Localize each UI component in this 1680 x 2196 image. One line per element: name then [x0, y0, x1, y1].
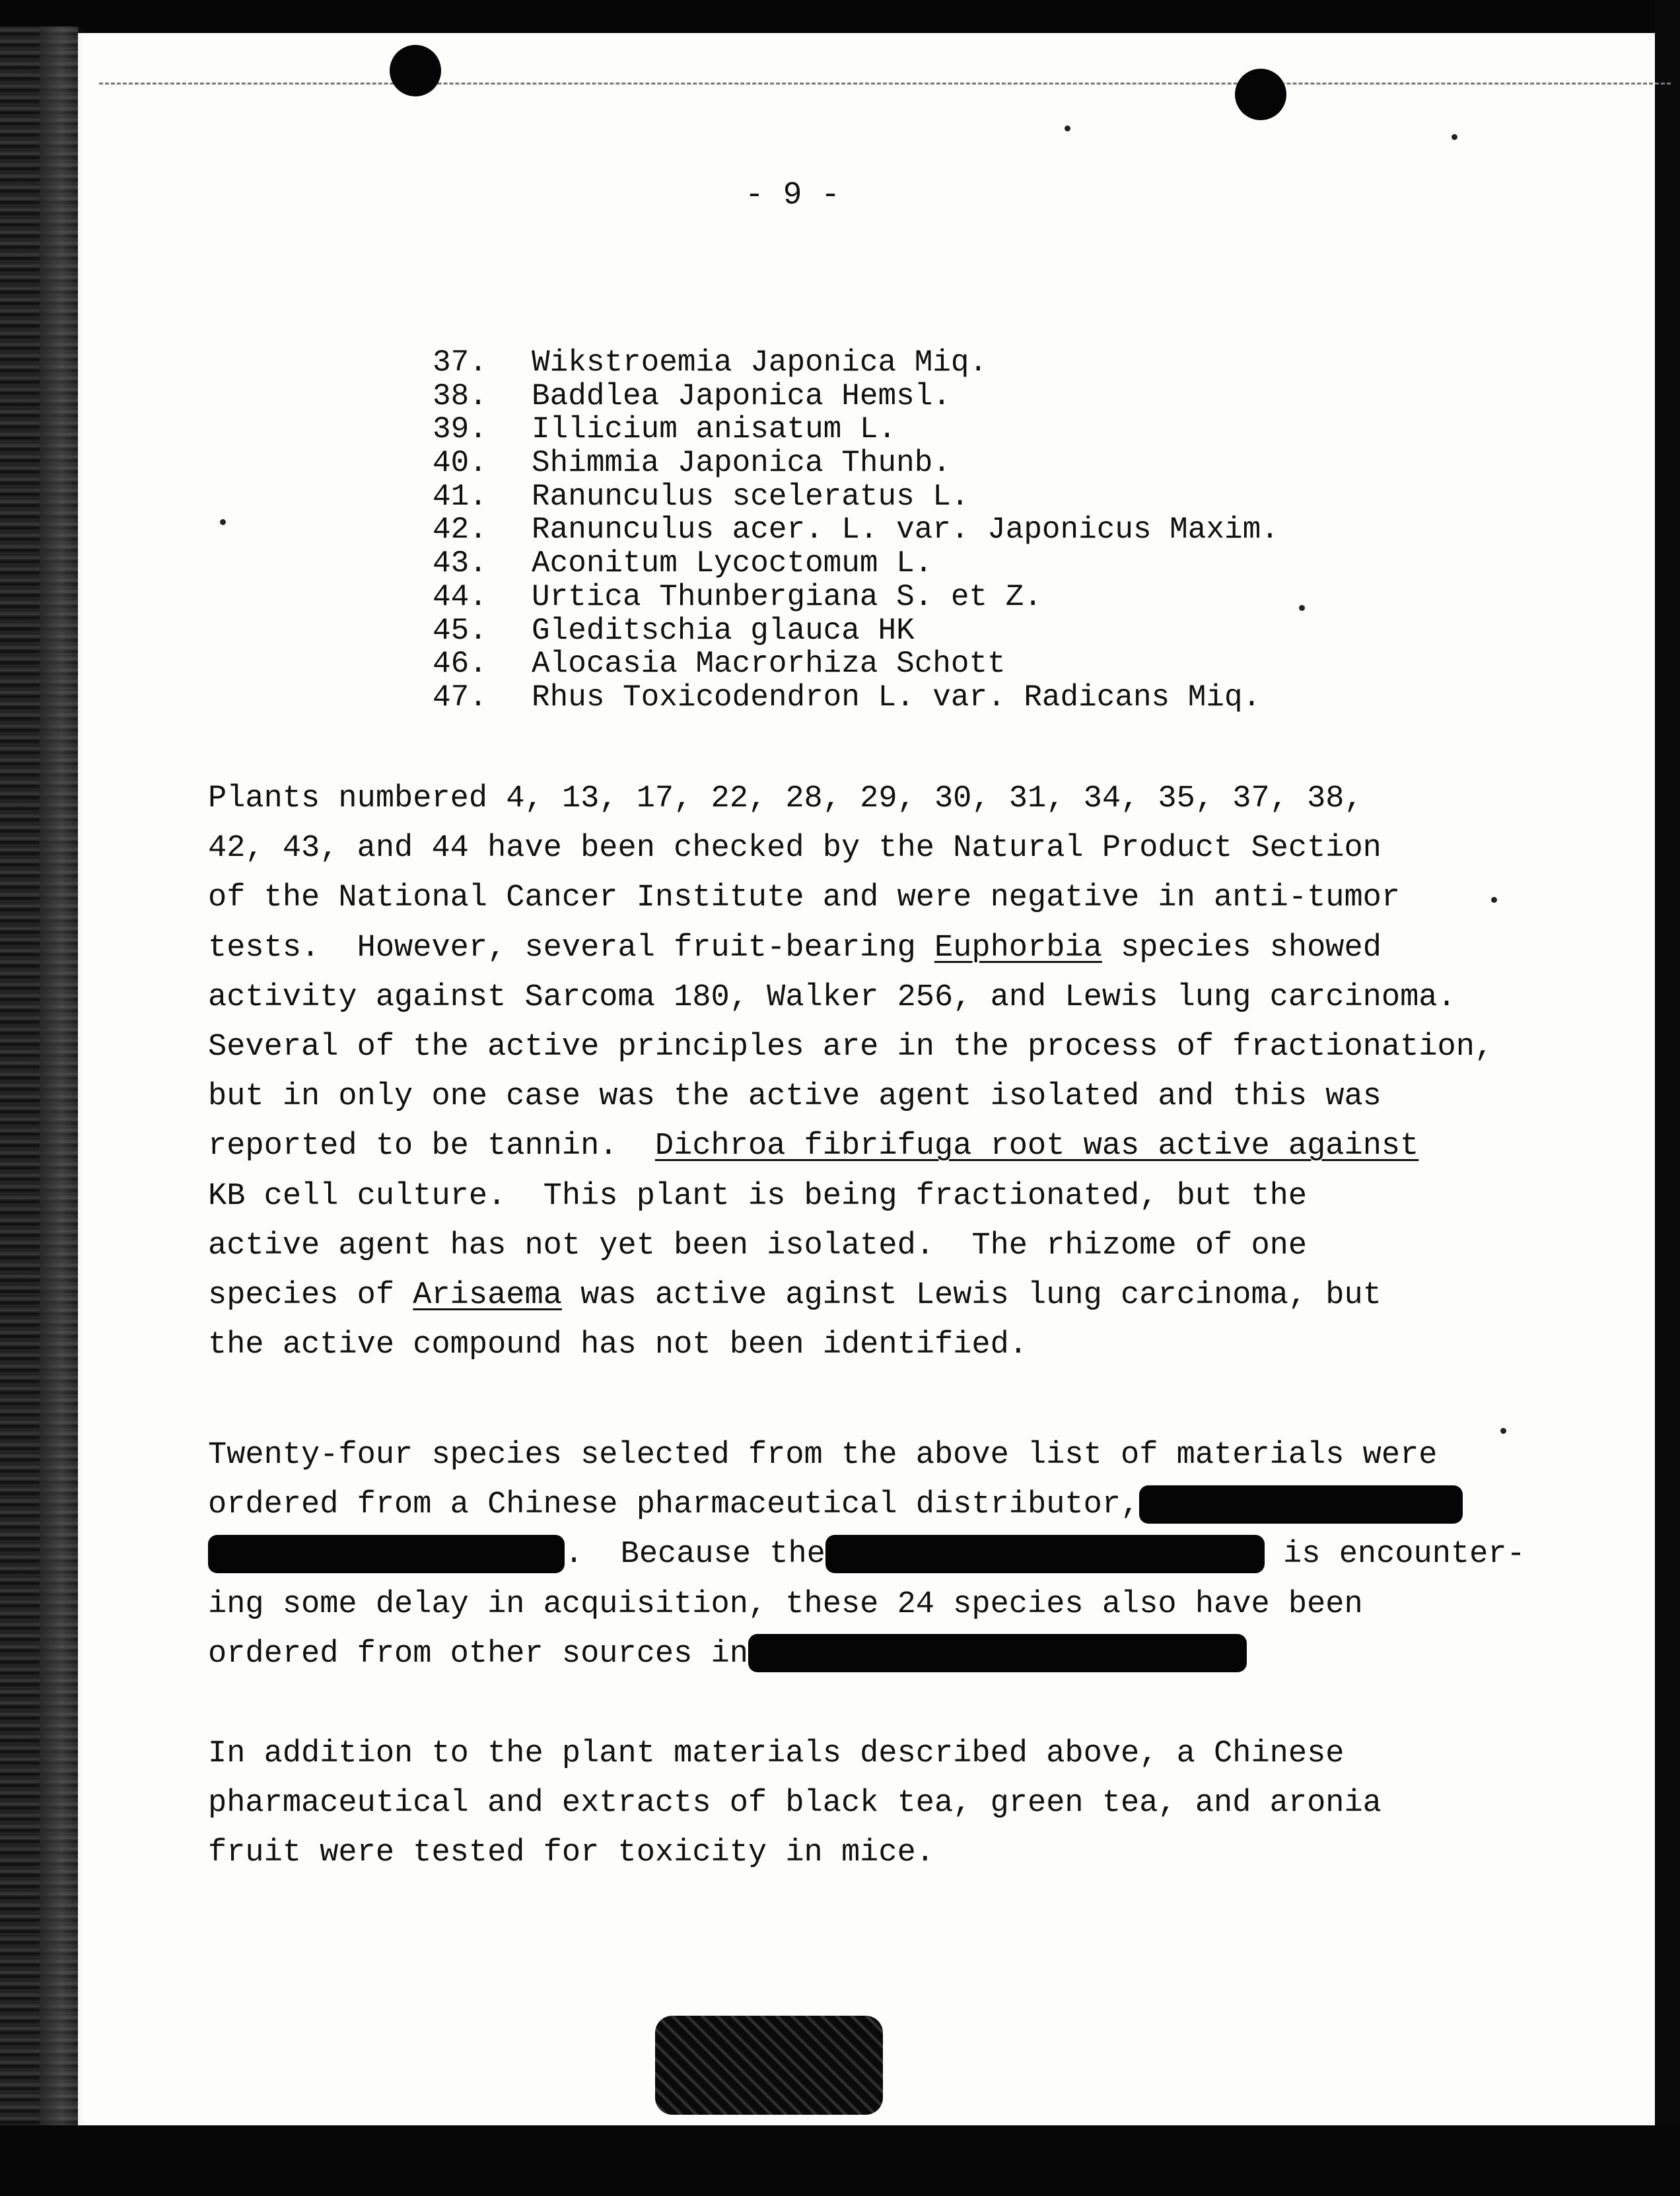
list-item	[433, 647, 1279, 681]
text-line: tests. However, several fruit-bearing	[208, 930, 934, 966]
list-item-name: Ranunculus acer. L. var. Japonicus Maxim.	[532, 513, 1279, 548]
list-item-number: 40.	[433, 446, 487, 481]
list-item-number: 42.	[433, 513, 487, 548]
scan-speck	[220, 519, 226, 525]
list-item-number: 41.	[433, 479, 487, 514]
scan-border-bottom	[0, 2125, 1680, 2196]
scan-border-left-shadow	[40, 26, 83, 2196]
text-line: Twenty-four species selected from the above list of materials were	[208, 1438, 1438, 1473]
underlined-genus-euphorbia: Euphorbia	[934, 930, 1102, 966]
list-item-name: Rhus Toxicodendron L. var. Radicans Miq.	[532, 680, 1261, 715]
list-item	[433, 413, 1279, 446]
scan-speck	[1065, 125, 1070, 131]
plant-list	[433, 346, 1279, 715]
paragraph-toxicity-tests	[208, 1729, 1628, 1878]
redaction-block	[825, 1535, 1265, 1573]
list-item	[433, 581, 1279, 614]
text-line: . Because the	[565, 1537, 825, 1573]
list-item-name: Baddlea Japonica Hemsl.	[532, 378, 951, 413]
text-line: was active aginst Lewis lung carcinoma, but	[561, 1278, 1382, 1314]
text-line: is encounter-	[1264, 1537, 1525, 1573]
text-line: species showed	[1102, 930, 1382, 966]
list-item-number: 39.	[433, 412, 487, 447]
list-item-name: Urtica Thunbergiana S. et Z.	[532, 579, 1042, 614]
list-item-name: Alocasia Macrorhiza Schott	[532, 647, 1006, 682]
paragraph-screening-results	[208, 774, 1628, 1370]
text-line: fruit were tested for toxicity in mice.	[208, 1835, 934, 1871]
list-item	[433, 380, 1279, 413]
list-item	[433, 513, 1279, 547]
binder-dashed-line	[99, 83, 1671, 85]
redaction-block	[1139, 1485, 1463, 1524]
list-item-name: Ranunculus sceleratus L.	[532, 479, 969, 514]
list-item-number: 45.	[433, 613, 487, 648]
punch-hole-right	[1235, 69, 1286, 120]
list-item	[433, 614, 1279, 648]
list-item-name: Wikstroemia Japonica Miq.	[532, 345, 988, 380]
list-item	[433, 480, 1279, 514]
scan-speck	[1452, 134, 1457, 140]
punch-hole-left	[390, 45, 441, 96]
list-item-number: 44.	[433, 579, 487, 614]
text-line: ing some delay in acquisition, these 24 species also have been	[208, 1586, 1363, 1622]
list-item	[433, 446, 1279, 480]
list-item-number: 46.	[433, 647, 487, 682]
underlined-genus-arisaema: Arisaema	[413, 1278, 562, 1314]
text-line: activity against Sarcoma 180, Walker 256, and Lewis lung carcinoma.	[208, 979, 1456, 1015]
list-item-name: Aconitum Lycoctomum L.	[532, 546, 933, 581]
redaction-block	[748, 1634, 1247, 1672]
text-line: active agent has not yet been isolated. The rhizome of one	[208, 1228, 1308, 1263]
paragraph-orders	[208, 1431, 1628, 1679]
underlined-dichroa-phrase: Dichroa fibrifuga root was active against	[654, 1129, 1419, 1164]
redacted-stamp	[655, 2016, 883, 2115]
text-line: Several of the active principles are in the process of fractionation,	[208, 1030, 1494, 1065]
page-number: - 9 -	[744, 178, 841, 213]
list-item-number: 43.	[433, 546, 487, 581]
text-line: KB cell culture. This plant is being fractionated, but the	[208, 1178, 1308, 1214]
text-line: In addition to the plant materials described above, a Chinese	[208, 1736, 1345, 1771]
text-line: ordered from a Chinese pharmaceutical distributor,	[208, 1487, 1140, 1523]
text-line: 42, 43, and 44 have been checked by the Natural Product Section	[208, 831, 1382, 867]
text-line: the active compound has not been identified.	[208, 1328, 1028, 1363]
text-line: species of	[208, 1278, 413, 1314]
list-item-number: 37.	[433, 345, 487, 380]
text-line: ordered from other sources in	[208, 1636, 748, 1672]
list-item	[433, 346, 1279, 380]
text-line: pharmaceutical and extracts of black tea, green tea, and aronia	[208, 1786, 1382, 1822]
scan-border-right	[1655, 0, 1680, 2196]
redaction-block	[208, 1535, 565, 1573]
text-line: Plants numbered 4, 13, 17, 22, 28, 29, 30, 31, 34, 35, 37, 38,	[208, 781, 1363, 816]
list-item-number: 47.	[433, 680, 487, 715]
list-item	[433, 681, 1279, 715]
text-line: reported to be tannin.	[208, 1129, 655, 1164]
scan-speck	[1299, 605, 1305, 611]
text-line: but in only one case was the active agent isolated and this was	[208, 1079, 1382, 1115]
scan-border-top	[0, 0, 1680, 33]
list-item	[433, 547, 1279, 581]
list-item-name: Illicium anisatum L.	[532, 412, 897, 447]
text-line: of the National Cancer Institute and were negative in anti-tumor	[208, 880, 1401, 916]
list-item-name: Gleditschia glauca HK	[532, 613, 915, 648]
list-item-name: Shimmia Japonica Thunb.	[532, 446, 951, 481]
list-item-number: 38.	[433, 378, 487, 413]
